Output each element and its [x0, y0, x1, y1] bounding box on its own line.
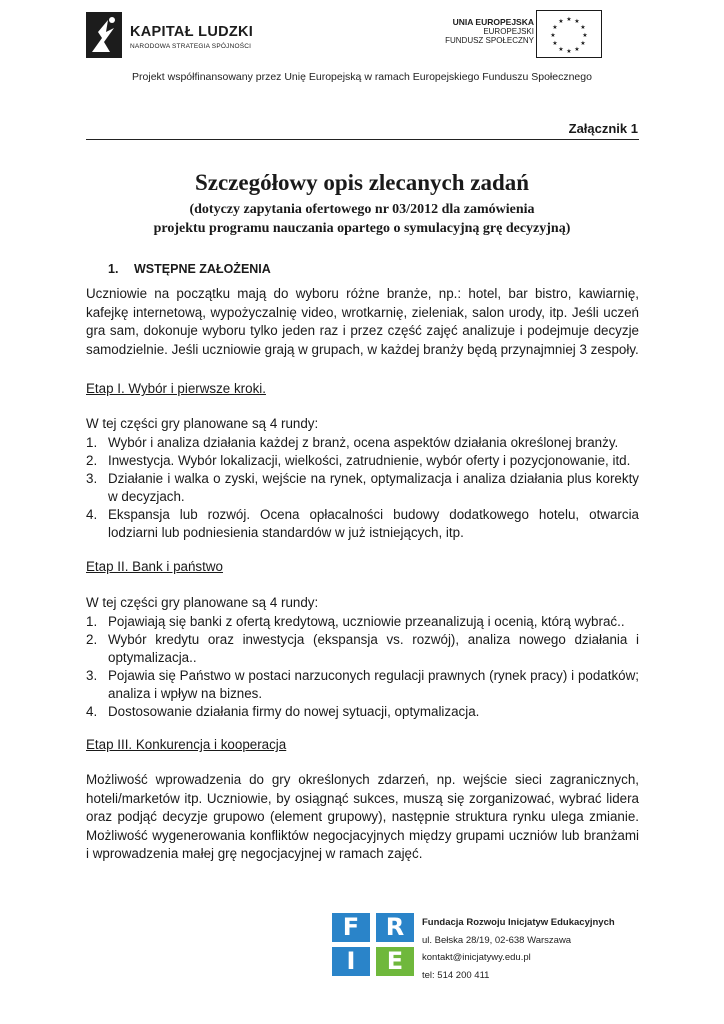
kapital-ludzki-logo [86, 10, 266, 60]
frie-logo-letter: I [332, 947, 370, 976]
stage-1-list [86, 434, 639, 542]
svg-text:★: ★ [574, 46, 580, 53]
list-item: 3. Działanie i walka o zyski, wejście na rynek, optymalizacja i analiza działania plus korekty w decyzjach. [86, 471, 639, 504]
stage-3-heading: Etap III. Konkurencja i kooperacja [86, 737, 287, 752]
section-title: WSTĘPNE ZAŁOŻENIA [134, 262, 271, 276]
svg-text:★: ★ [580, 24, 586, 31]
svg-text:★: ★ [566, 16, 572, 23]
stage-2-heading: Etap II. Bank i państwo [86, 559, 223, 574]
list-item: 4. Dostosowanie działania firmy do nowej sytuacji, optymalizacja. [86, 704, 480, 719]
frie-logo-letter: R [376, 913, 414, 942]
svg-text:★: ★ [582, 32, 588, 39]
kapital-ludzki-mark-icon [86, 12, 122, 58]
stage-2-list [86, 613, 639, 721]
stage-1-heading: Etap I. Wybór i pierwsze kroki. [86, 381, 266, 396]
intro-paragraph: Uczniowie na początku mają do wyboru różne branże, np.: hotel, bar bistro, kawiarnię, kafejkę internetową, wypożyczalnię video, wrotkarnię, zieleniak, salon urody, itp. Jeśli uczeń gra sam, dokonuje wyboru tylko jeden raz i przez część zajęć analizuje i podejmuje decyzje samodzielnie. Jeśli uczniowie grają w grupach, w każdej branży będą przynajmniej 3 zespoły. [86, 286, 639, 357]
header-divider [86, 139, 639, 140]
svg-text:★: ★ [558, 18, 564, 25]
stage-1-intro: W tej części gry planowane są 4 rundy: [86, 416, 319, 431]
eu-line-1: EUROPEJSKI [483, 27, 534, 36]
stage-3-paragraph: Możliwość wprowadzenia do gry określonych zdarzeń, np. wejście sieci zagranicznych, hoteli/marketów itp. Uczniowie, by osiągnąć sukces, muszą się zorganizować, wybrać lidera oraz podjąć decyzje grupowo (element grupowy), następnie struktura rynku ulega zmianie. Możliwość wygenerowania konfliktów negocjacyjnych między grupami uczniów lub branżami i wprowadzenia małej grę negocjacyjnej w ramach zajęć. [86, 772, 639, 861]
footer-address: ul. Bełska 28/19, 02-638 Warszawa [422, 934, 572, 946]
eu-fund-text [445, 17, 534, 45]
section-number: 1. [108, 262, 119, 276]
list-item: 3. Pojawia się Państwo w postaci narzuconych regulacji prawnych (rynek pracy) i podatków; analiza i wpływ na biznes. [86, 668, 639, 701]
svg-text:★: ★ [558, 46, 564, 53]
page-title: Szczegółowy opis zlecanych zadań [194, 170, 530, 195]
stage-2-intro: W tej części gry planowane są 4 rundy: [86, 595, 319, 610]
svg-text:★: ★ [552, 24, 558, 31]
subtitle-line-2: projektu programu nauczania opartego o symulacyjną grę decyzyjną) [153, 221, 571, 236]
eu-title: UNIA EUROPEJSKA [452, 17, 534, 27]
kapital-ludzki-subtitle: NARODOWA STRATEGIA SPÓJNOŚCI [130, 43, 252, 50]
footer-email[interactable]: kontakt@inicjatywy.edu.pl [422, 952, 531, 963]
eu-flag-icon [536, 10, 602, 58]
frie-logo-letter: E [376, 947, 414, 976]
list-item: 1. Wybór i analiza działania każdej z branż, ocena aspektów działania określonej branży. [86, 435, 619, 450]
annex-label: Załącznik 1 [568, 121, 638, 136]
footer-contact [422, 914, 615, 984]
svg-text:★: ★ [580, 40, 586, 47]
svg-text:★: ★ [552, 40, 558, 47]
svg-text:★: ★ [574, 18, 580, 25]
subtitle-line-1: (dotyczy zapytania ofertowego nr 03/2012 dla zamówienia [189, 202, 535, 217]
footer-org-name: Fundacja Rozwoju Inicjatyw Edukacyjnych [422, 917, 615, 928]
list-item: 2. Inwestycja. Wybór lokalizacji, wielkości, zatrudnienie, wybór oferty i pozycjonowanie, itd. [86, 453, 631, 468]
footer-phone: tel: 514 200 411 [422, 969, 490, 981]
eu-line-2: FUNDUSZ SPOŁECZNY [445, 36, 534, 45]
frie-logo-letter: F [332, 913, 370, 942]
kapital-ludzki-title: KAPITAŁ LUDZKI [130, 24, 254, 40]
svg-text:★: ★ [550, 32, 556, 39]
list-item: 4. Ekspansja lub rozwój. Ocena opłacalności budowy dodatkowego hotelu, otwarcia lodziarni lub podniesienia standardów w już istniejących, itp. [86, 507, 639, 540]
list-item: 1. Pojawiają się banki z ofertą kredytową, uczniowie przeanalizują i ocenią, którą wybrać.. [86, 614, 625, 629]
frie-logo [332, 913, 416, 977]
cofinancing-note: Projekt współfinansowany przez Unię Europejską w ramach Europejskiego Funduszu Społecznego [132, 71, 592, 83]
svg-text:★: ★ [566, 48, 572, 55]
list-item: 2. Wybór kredytu oraz inwestycja (ekspansja vs. rozwój), analiza nowego działania i optymalizacja.. [86, 632, 639, 665]
section-heading [108, 262, 271, 276]
